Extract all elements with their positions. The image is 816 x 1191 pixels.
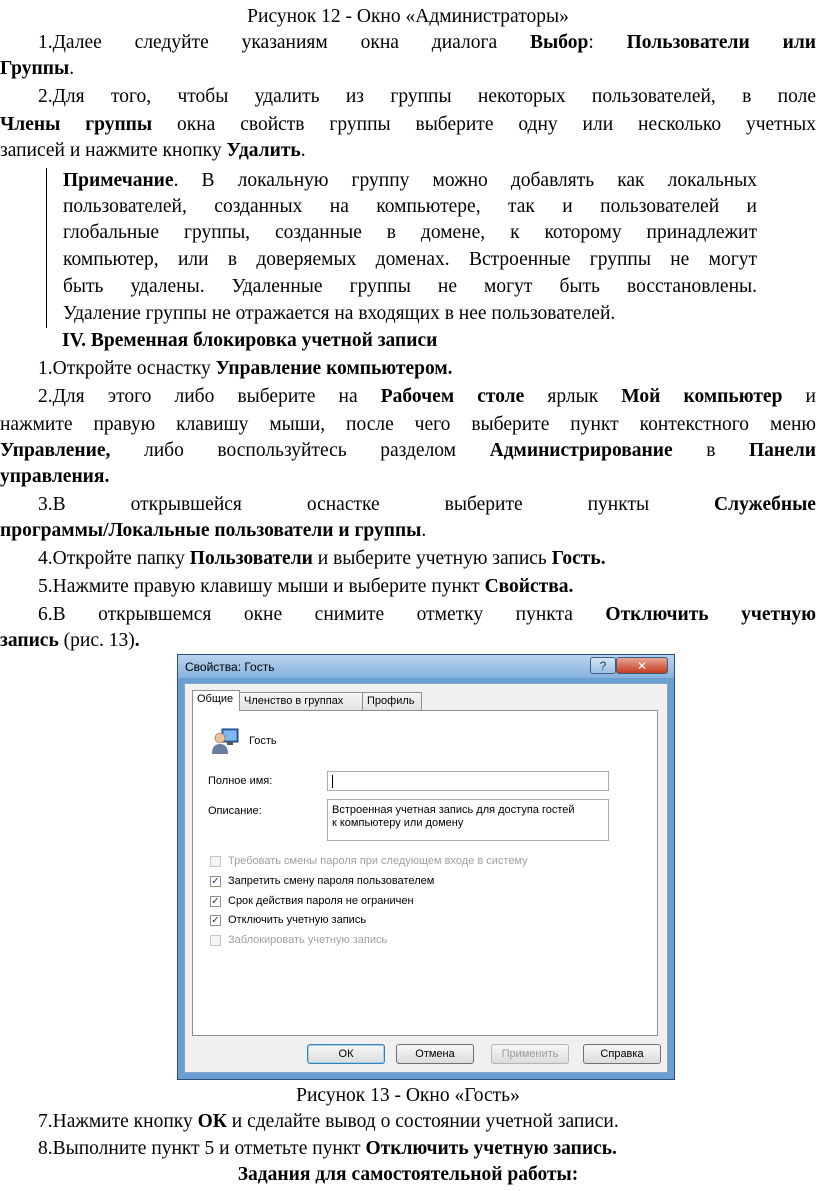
- tasks-heading: Задания для самостоятельной работы:: [237, 1164, 579, 1185]
- note-line-4: компьютер, или в доверяемых доменах. Встроенные группы не могут: [63, 249, 757, 270]
- checkbox-label-deny-password-change: Запретить смену пароля пользователем: [228, 875, 435, 887]
- step-1-line-2: Группы.: [0, 58, 75, 79]
- checkbox-label-disable-account: Отключить учетную запись: [228, 914, 367, 926]
- help-button[interactable]: Справка: [583, 1044, 661, 1064]
- section-heading-iv: IV. Временная блокировка учетной записи: [62, 330, 438, 351]
- step-1-line-1: 1.Далее следуйте указаниям окна диалога Выбор: Пользователи или: [38, 32, 816, 53]
- user-icon: [210, 725, 240, 755]
- help-icon[interactable]: ?: [590, 657, 616, 674]
- section-step-6-line-1: 6.В открывшемся окне снимите отметку пункта Отключить учетную: [38, 604, 816, 625]
- section-step-3-line-2: программы/Локальные пользователи и группы.: [0, 520, 427, 541]
- step-2-line-2: Члены группы окна свойств группы выберите одну или несколько учетных: [0, 114, 816, 135]
- tab-panel-general: [192, 710, 658, 1036]
- section-step-3-line-1: 3.В открывшейся оснастке выберите пункты Служебные: [38, 494, 816, 515]
- ok-button[interactable]: ОК: [307, 1044, 385, 1064]
- description-line-1: Встроенная учетная запись для доступа гостей: [332, 804, 575, 816]
- figure-13-caption: Рисунок 13 - Окно «Гость»: [296, 1085, 520, 1106]
- figure-12-caption: Рисунок 12 - Окно «Администраторы»: [247, 6, 569, 27]
- step-2-line-1: 2.Для того, чтобы удалить из группы некоторых пользователей, в поле: [38, 86, 816, 107]
- dialog-titlebar: [178, 655, 674, 678]
- checkbox-label-password-never-expires: Срок действия пароля не ограничен: [228, 895, 414, 907]
- description-label: Описание:: [208, 805, 262, 817]
- checkbox-label-require-password-change: Требовать смены пароля при следующем входе в систему: [228, 855, 528, 867]
- note-line-5: быть удалены. Удаленные группы не могут быть восстановлены.: [63, 276, 757, 297]
- checkbox-deny-password-change[interactable]: ✓: [211, 876, 220, 887]
- user-name: Гость: [249, 735, 277, 747]
- section-step-2-line-2: нажмите правую клавишу мыши, после чего выберите пункт контекстного меню: [0, 414, 816, 435]
- section-step-1: 1.Откройте оснастку Управление компьютером.: [38, 358, 453, 379]
- checkbox-label-lock-account: Заблокировать учетную запись: [228, 934, 388, 946]
- description-input[interactable]: [327, 799, 609, 841]
- step-7: 7.Нажмите кнопку ОК и сделайте вывод о состоянии учетной записи.: [38, 1111, 619, 1132]
- tab-group-membership[interactable]: Членство в группах: [239, 692, 363, 710]
- note-line-2: пользователей, созданных на компьютере, так и пользователей и: [63, 196, 757, 217]
- description-line-2: к компьютеру или домену: [332, 817, 464, 829]
- note-line-3: глобальные группы, созданные в домене, к которому принадлежит: [63, 222, 757, 243]
- close-icon[interactable]: ✕: [616, 657, 668, 674]
- guest-properties-dialog: [177, 654, 675, 1080]
- fullname-label: Полное имя:: [208, 775, 273, 787]
- dialog-client: [184, 683, 668, 1073]
- apply-button[interactable]: Применить: [491, 1044, 569, 1064]
- step-8: 8.Выполните пункт 5 и отметьте пункт Отключить учетную запись.: [38, 1138, 617, 1159]
- section-step-5: 5.Нажмите правую клавишу мыши и выберите пункт Свойства.: [38, 576, 574, 597]
- section-step-2-line-4: управления.: [0, 466, 110, 487]
- section-step-2-line-1: 2.Для этого либо выберите на Рабочем столе ярлык Мой компьютер и: [38, 386, 816, 407]
- section-step-4: 4.Откройте папку Пользователи и выберите учетную запись Гость.: [38, 548, 606, 569]
- cancel-button[interactable]: Отмена: [396, 1044, 474, 1064]
- dialog-title: Свойства: Гость: [185, 660, 275, 674]
- tab-general[interactable]: Общие: [192, 690, 240, 711]
- note-line-1: Примечание. В локальную группу можно добавлять как локальных: [63, 170, 757, 191]
- step-2-line-3: записей и нажмите кнопку Удалить.: [0, 140, 306, 161]
- section-step-2-line-3: Управление, либо воспользуйтесь разделом Администрирование в Панели: [0, 440, 816, 461]
- checkbox-disable-account[interactable]: ✓: [211, 915, 220, 926]
- note-line-6: Удаление группы не отражается на входящих в нее пользователей.: [63, 303, 616, 324]
- checkbox-lock-account[interactable]: [210, 935, 221, 946]
- text-caret: [332, 775, 333, 788]
- note-block: [46, 168, 759, 328]
- fullname-input[interactable]: [327, 771, 609, 791]
- checkbox-require-password-change[interactable]: [210, 856, 221, 867]
- checkbox-password-never-expires[interactable]: ✓: [211, 896, 220, 907]
- section-step-6-line-2: запись (рис. 13).: [0, 630, 140, 651]
- tab-profile[interactable]: Профиль: [362, 692, 422, 710]
